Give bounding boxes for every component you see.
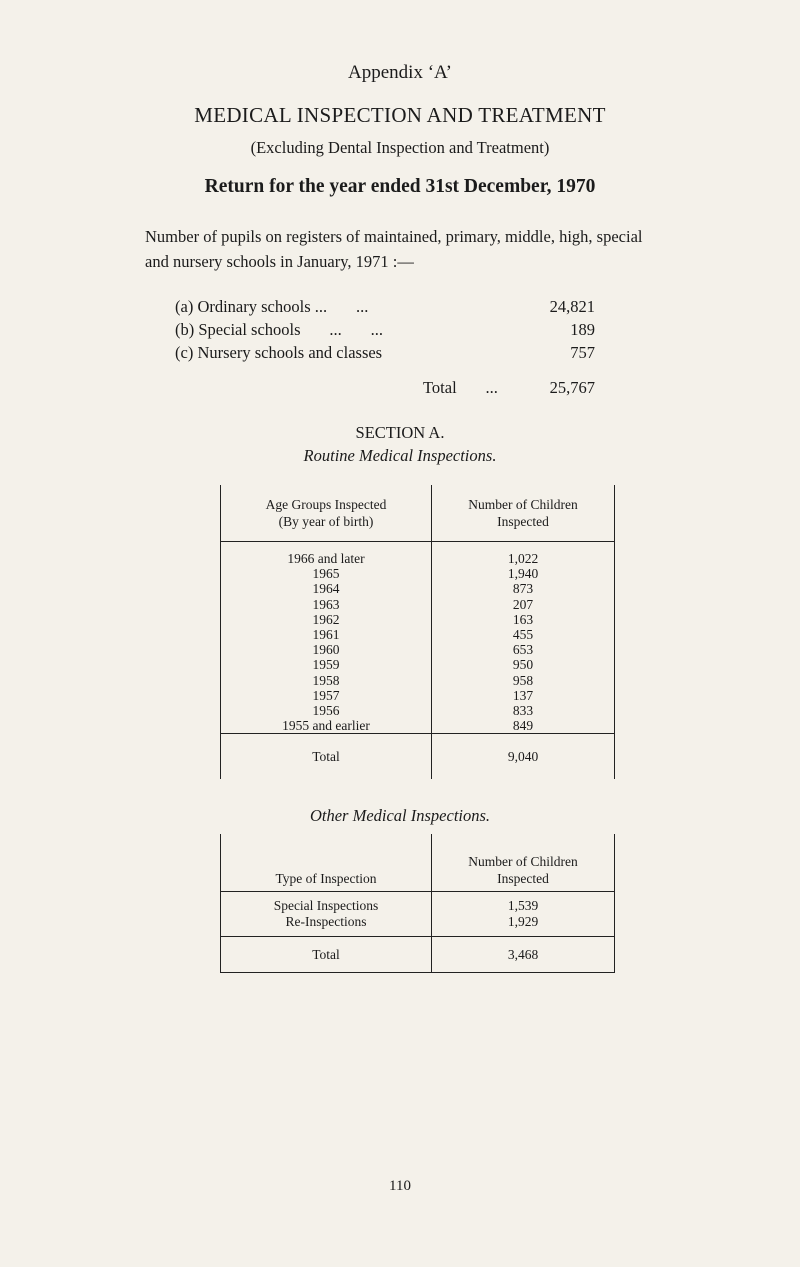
table-cell: 950 [512,657,534,673]
register-value: 24,821 [549,297,595,316]
register-value: 189 [570,320,595,339]
return-heading: Return for the year ended 31st December, 1970 [204,176,596,197]
table-cell: 1966 and later [287,551,365,566]
table-cell: 455 [512,627,534,643]
table-cell: 1958 [312,672,340,688]
other-inspections-table [220,834,615,973]
total-label: Total [221,734,432,780]
type-column [221,892,432,937]
table-cell: 1,929 [507,914,539,929]
register-label: (b) Special schools ... ... [175,320,384,339]
table-cell: 1,940 [507,566,539,582]
table-cell: Special Inspections [273,898,379,913]
table-cell: 207 [512,596,534,612]
appendix-heading: Appendix ‘A’ [348,62,452,83]
table-cell: 873 [512,581,534,597]
table-cell: 1957 [312,687,340,703]
routine-inspections-table [220,485,615,779]
register-total-value: 25,767 [549,378,595,397]
register-value: 757 [570,343,595,362]
table-cell: 849 [512,718,534,734]
table-cell: 1965 [312,566,340,582]
count-column [432,892,615,937]
page-number: 110 [389,1178,411,1194]
table-cell: 163 [512,611,534,627]
register-label: (c) Nursery schools and classes [175,343,383,362]
table-cell: 1964 [312,581,340,597]
register-total-label: Total ... [423,378,498,397]
register-label: (a) Ordinary schools ... ... [175,297,369,316]
type-header: Type of Inspection [221,834,432,892]
table-cell: 653 [512,642,534,658]
age-group-header: Age Groups Inspected (By year of birth) [221,485,432,542]
other-heading: Other Medical Inspections. [309,806,491,825]
page-title: MEDICAL INSPECTION AND TREATMENT [194,103,606,127]
total-label: Total [221,937,432,973]
table-cell: 1,022 [507,551,539,566]
table-cell: 1960 [312,642,340,658]
table-cell: 1959 [312,657,340,673]
table-cell: 1955 and earlier [282,718,370,734]
table-cell: 1956 [312,703,340,719]
intro-paragraph: Number of pupils on registers of maintained, primary, middle, high, special and nursery schools in January, 1971 :— [145,227,643,271]
children-inspected-header: Number of Children Inspected [432,834,615,892]
count-column [432,542,615,734]
table-cell: 833 [512,703,534,719]
table-cell: Re-Inspections [285,914,367,929]
section-heading: SECTION A. [355,423,445,442]
table-cell: 958 [512,672,534,688]
table-cell: 1962 [312,611,340,627]
table-total-row [221,734,615,780]
table-cell: 1,539 [507,898,539,913]
table-cell: 1961 [312,627,340,643]
children-inspected-header: Number of Children Inspected [432,485,615,542]
total-value: 9,040 [432,734,615,780]
age-group-column [221,542,432,734]
table-total-row [221,937,615,973]
page-subtitle: (Excluding Dental Inspection and Treatment) [250,138,550,157]
table-cell: 137 [512,687,534,703]
table-cell: 1963 [312,596,340,612]
total-value: 3,468 [432,937,615,973]
routine-heading: Routine Medical Inspections. [303,446,497,465]
